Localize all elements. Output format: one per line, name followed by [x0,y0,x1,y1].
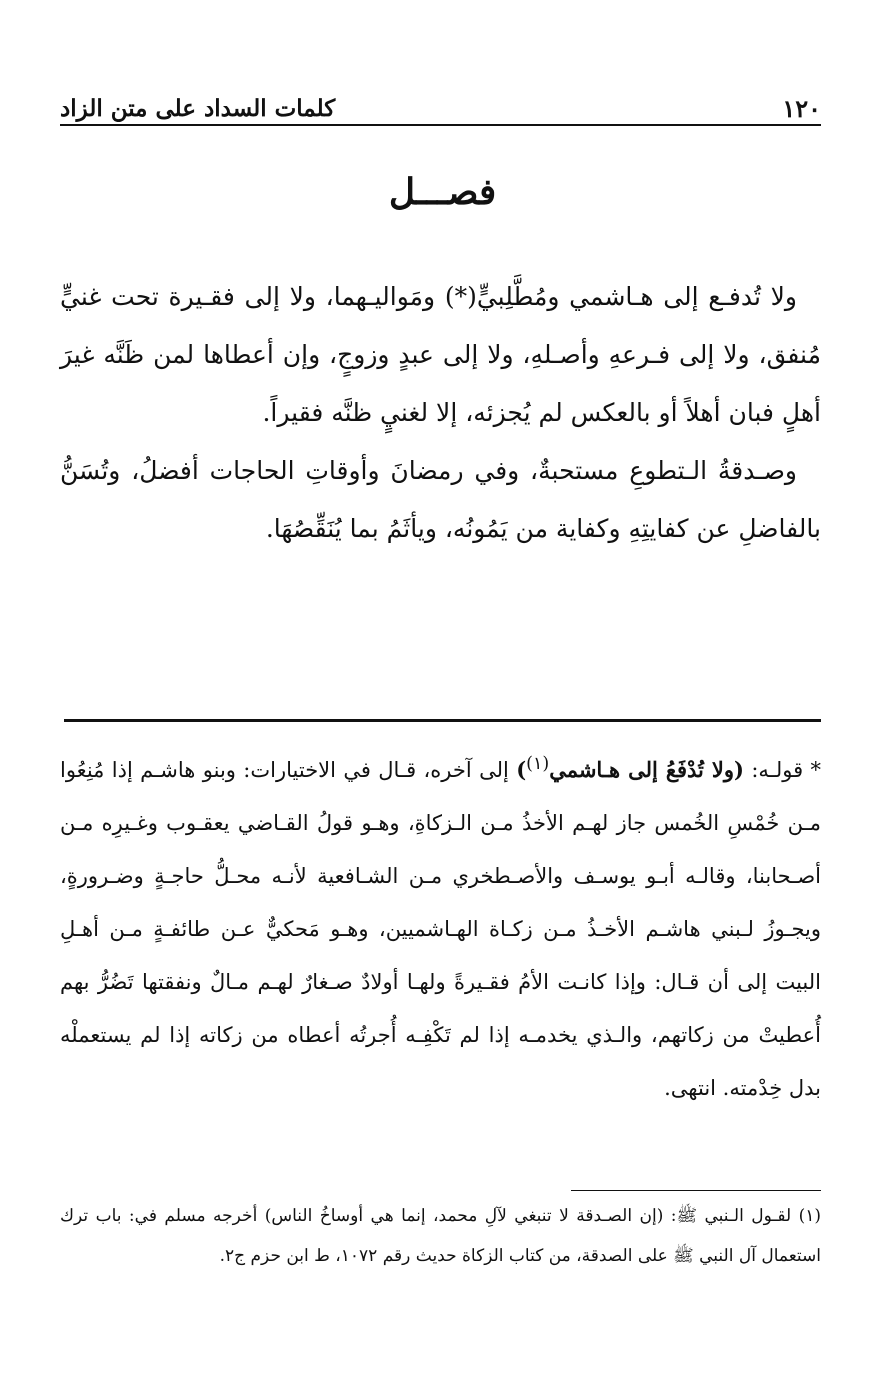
main-paragraph-2: وصـدقةُ الـتطوعِ مستحبةٌ، وفي رمضانَ وأوقاتِ الحاجات أفضلُ، وتُسَنُّ بالفاضلِ عن كفايتِهِ وكفاية من يَمُونُه، ويأثَمُ بما يُنَقِّصُهَا. [60,456,821,543]
page-number: ١٢٠ [782,94,821,123]
book-title: كلمات السداد على متن الزاد [60,95,336,122]
main-text [60,268,821,558]
commentary-text: إلى آخره، قـال في الاختيارات: وبنو هاشـم إذا مُنِعُوا مـن خُمْسِ الخُمس جاز لهـم الأخذُ مـن الـزكاةِ، وهـو قولُ القـاضي يعقـوب وغـيرِه مـن أصـحابنا، وقالـه أبـو يوسـف والأصـطخري مـن الشـافعية لأنـه محـلُّ حاجـةٍ وضـرورةٍ، ويجـوزُ لـبني هاشـم الأخـذُ مـن زكـاة الهـاشميين، وهـو مَحكيٌّ عـن طائفـةٍ مـن أهـلِ البيت إلى أن قـال: وإذا كانـت الأمُ فقـيرةً ولهـا أولادٌ صـغارٌ لهـم مـالٌ ونفقتها تَضُرُّ بهم أُعطيتْ من زكاتهم، والـذي يخدمـه إذا لم تَكْفِـه أُجرتُه أعطاه من زكاته إذا لم يستعملْه بدل خِدْمته. انتهى. [60,758,821,1100]
section-heading: فصـــل [388,171,497,213]
footnote-reference[interactable]: (١) [526,754,550,774]
footnote-text: (١) لقـول الـنبي ﷺ: (إن الصـدقة لا تنبغي لآلِ محمد، إنما هي أوساخُ الناس) أخرجه مسلم في: باب ترك استعمال آل النبي ﷺ على الصدقة، من كتاب الزكاة حديث رقم ١٠٧٢، ط ابن حزم ج٢. [60,1206,821,1266]
commentary-quote-close: ) [516,757,527,782]
running-header [60,86,821,126]
commentary-paragraph [60,738,821,1115]
commentary-prefix: * قولـه: [743,758,821,782]
footnote [60,1196,821,1276]
main-paragraph-1: ولا تُدفـع إلى هـاشمي ومُطَّلِبيٍّ(*) ومَواليـهما، ولا إلى فقـيرة تحت غنيٍّ مُنفق، ولا إلى فـرعهِ وأصـلهِ، ولا إلى عبدٍ وزوجٍ، وإن أعطاها لمن ظَنَّه غيرَ أهلٍ فبان أهلاً أو بالعكس لم يُجزئه، إلا لغنيٍ ظنَّه فقيراً. [60,282,821,427]
footnote-divider [571,1190,821,1191]
commentary-quote: (ولا تُدْفَعُ إلى هـاشمي [549,757,744,782]
commentary [60,738,821,1115]
section-divider [64,719,821,722]
